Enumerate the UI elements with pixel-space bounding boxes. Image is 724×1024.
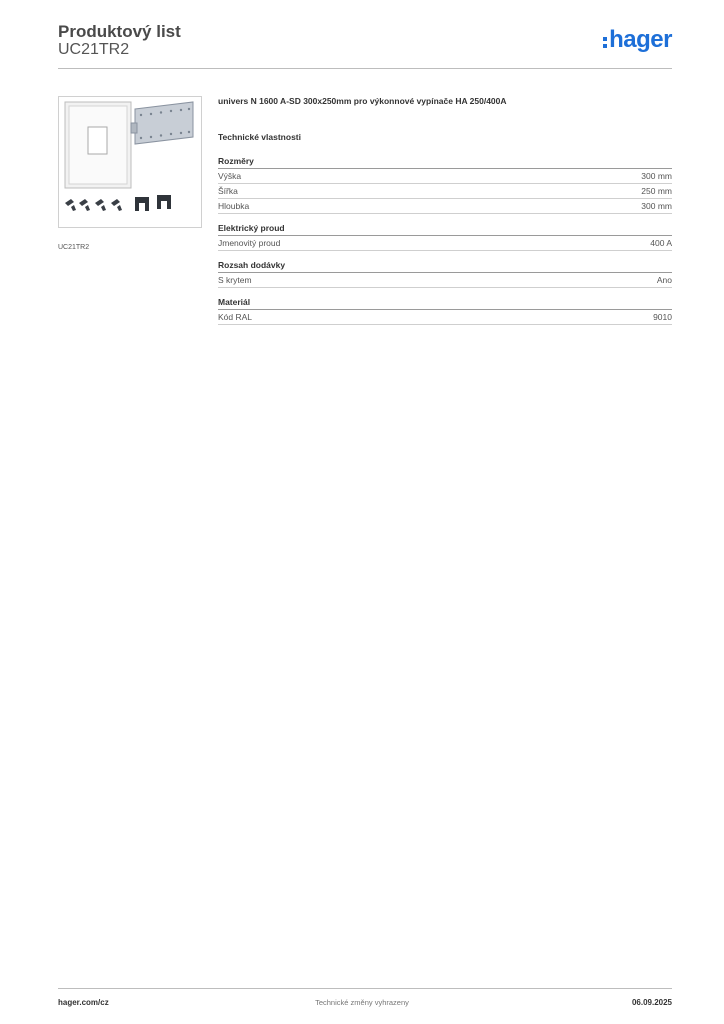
header-divider <box>58 68 672 69</box>
section-electric-current <box>218 223 672 251</box>
footer-notice: Technické změny vyhrazeny <box>315 998 409 1007</box>
property-label: Šířka <box>218 186 238 196</box>
property-row <box>218 236 672 251</box>
property-row <box>218 199 672 214</box>
technical-properties-title: Technické vlastnosti <box>218 132 301 142</box>
section-title: Rozsah dodávky <box>218 260 672 273</box>
property-label: Jmenovitý proud <box>218 238 281 248</box>
product-details <box>218 96 672 334</box>
property-value: Ano <box>656 275 672 285</box>
product-image <box>58 96 202 228</box>
property-value: 300 mm <box>641 201 672 211</box>
page-title: Produktový list <box>58 22 181 41</box>
product-code-title: UC21TR2 <box>58 41 130 58</box>
property-label: Výška <box>218 171 242 181</box>
property-row <box>218 184 672 199</box>
page-header <box>58 22 181 59</box>
property-value: 250 mm <box>641 186 672 196</box>
section-material <box>218 297 672 325</box>
footer-divider <box>58 988 672 989</box>
property-row <box>218 169 672 184</box>
section-title: Elektrický proud <box>218 223 672 236</box>
image-caption: UC21TR2 <box>58 244 90 251</box>
property-label: Hloubka <box>218 201 250 211</box>
property-value: 9010 <box>653 312 672 322</box>
logo-dots-icon <box>603 37 607 48</box>
property-label: Kód RAL <box>218 312 253 322</box>
logo-text: hager <box>609 26 672 53</box>
property-value: 300 mm <box>641 171 672 181</box>
property-row <box>218 310 672 325</box>
property-row <box>218 273 672 288</box>
footer-date: 06.09.2025 <box>631 998 672 1007</box>
property-value: 400 A <box>650 238 672 248</box>
section-dimensions <box>218 156 672 214</box>
product-name: univers N 1600 A-SD 300x250mm pro výkonnové vypínače HA 250/400A <box>218 96 507 106</box>
product-illustration <box>59 97 201 227</box>
footer-website-link[interactable]: hager.com/cz <box>58 998 109 1007</box>
hager-logo <box>603 27 672 53</box>
section-title: Rozměry <box>218 156 672 169</box>
property-label: S krytem <box>218 275 252 285</box>
section-title: Materiál <box>218 297 672 310</box>
section-delivery-scope <box>218 260 672 288</box>
